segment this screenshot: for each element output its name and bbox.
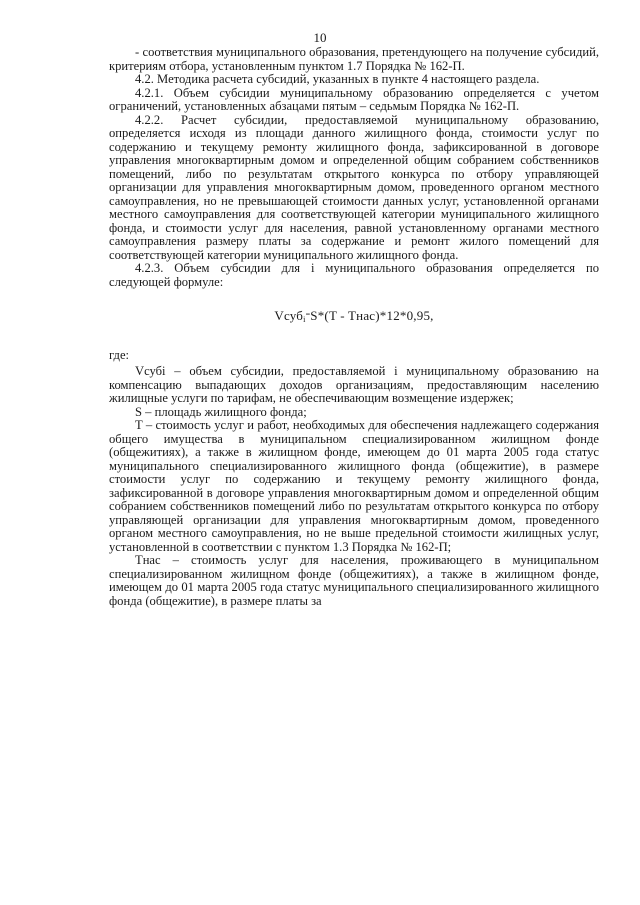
paragraph-criteria: - соответствия муниципального образования, претендующего на получение субсидий, критериям отбора, установленным пунктом 1.7 Порядка № 162-П. <box>109 45 599 73</box>
definition-t: T – стоимость услуг и работ, необходимых для обеспечения надлежащего содержания общего имущества в муниципальном специализированном жилищном фонде (общежитиях), а также в жилищном фонде, имеющем до 01 марта 2005 года статус муниципального специализированного жилищного фонда (общежитие), в размере стоимости услуг по содержанию и текущему ремонту жилищного фонда, зафиксированной в договоре управления многоквартирным домом и определенной общим собранием собственников помещений либо по результатам открытого конкурса по отбору управляющей организации для управления многоквартирным домом, проведенного органом местного самоуправления, но не выше предельной стоимости жилищных услуг, установленной в соответствии с пунктом 1.3 Порядка № 162-П; <box>109 418 599 554</box>
paragraph-4-2: 4.2. Методика расчета субсидий, указанных в пункте 4 настоящего раздела. <box>135 72 540 86</box>
formula-prefix: Vсуб <box>274 308 304 323</box>
definition-vsub: Vсубi – объем субсидии, предоставляемой i муниципальному образованию на компенсацию выпадающих доходов организациям, предоставляющим населению жилищные услуги по тарифам, не обеспечивающим возмещение издержек; <box>109 364 599 405</box>
definition-tnas: Tнас – стоимость услуг для населения, проживающего в муниципальном специализированном жилищном фонде (общежитиях), а также в жилищном фонде, имеющем до 01 марта 2005 года статус муниципального специализированного жилищного фонда (общежитие), в размере платы за <box>109 553 599 608</box>
page-number: 10 <box>313 30 327 45</box>
document-body <box>109 46 599 608</box>
where-label: где: <box>109 347 130 362</box>
paragraph-4-2-2: 4.2.2. Расчет субсидии, предоставляемой муниципальному образованию, определяется исходя из площади данного жилищного фонда, стоимости услуг по содержанию и текущему ремонту жилищного фонда, зафиксированной в договоре управления многоквартирным домом и определенной общим собранием собственников помещений, либо по результатам открытого конкурса по отбору управляющей организации для управления многоквартирным домом, проведенного органом местного самоуправления, но не превышающей стоимости данных услуг, установленной органами местного самоуправления для соответствующей категории муниципального жилищного фонда, и стоимости услуг для населения, равной установленному органами местного самоуправления размеру платы за содержание и ремонт жилого помещений для соответствующей категории муниципального жилищного фонда. <box>109 112 599 262</box>
paragraph-4-2-3: 4.2.3. Объем субсидии для i муниципального образования определяется по следующей формуле: <box>109 261 599 289</box>
subsidy-formula <box>109 308 599 327</box>
formula-body: S*(T - Tнас)*12*0,95, <box>310 308 434 323</box>
paragraph-4-2-1: 4.2.1. Объем субсидии муниципальному образованию определяется с учетом ограничений, установленных абзацами пятым – седьмым Порядка № 162-П. <box>109 85 599 113</box>
formula-subscript: i <box>303 315 306 324</box>
definition-s: S – площадь жилищного фонда; <box>135 404 307 419</box>
formula-separator: = <box>305 310 311 319</box>
